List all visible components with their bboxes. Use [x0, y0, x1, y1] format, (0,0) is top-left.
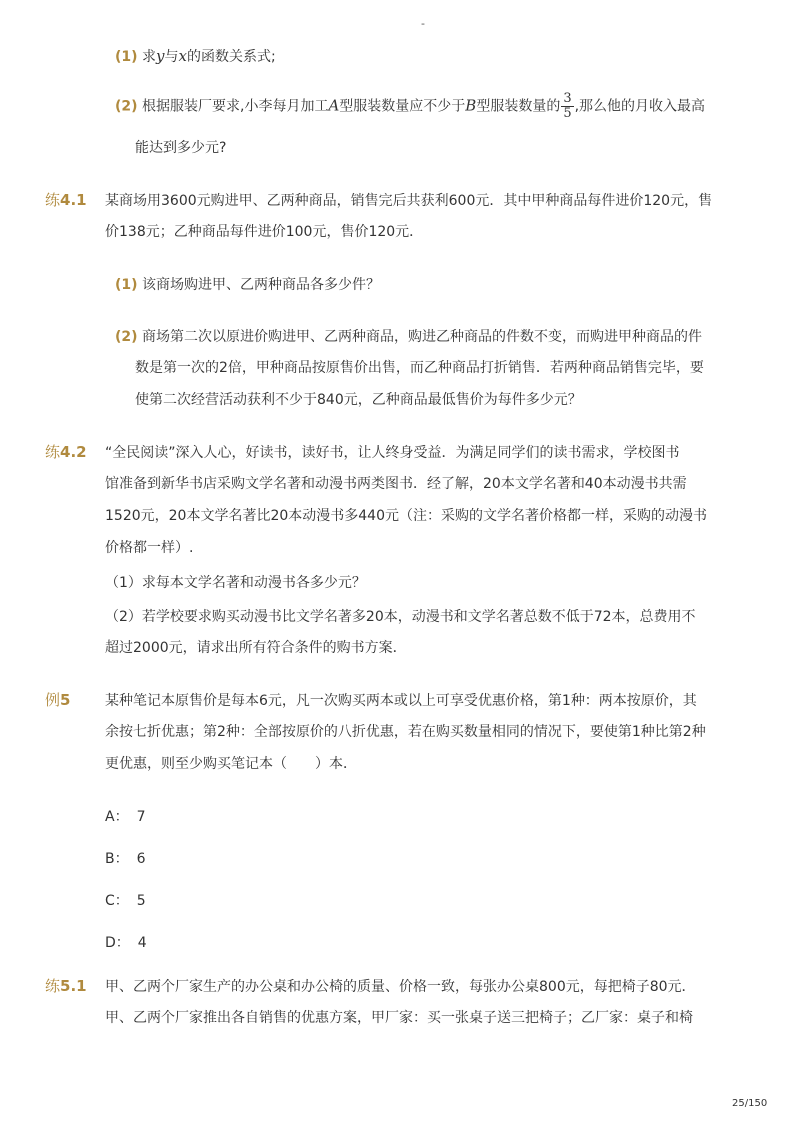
- exercise-line: 甲、乙两个厂家推出各自销售的优惠方案，甲厂家：买一张桌子送三把椅子；乙厂家：桌子和椅: [105, 1010, 693, 1026]
- choice-option-a[interactable]: [105, 806, 146, 826]
- exercise-line: 价格都一样）.: [105, 540, 194, 556]
- option-key: A：: [105, 809, 129, 825]
- exercise-label: [45, 189, 87, 210]
- exercise-line: 1520元，20本文学名著比20本动漫书多440元（注：采购的文学名著价格都一样，采购的动漫书: [105, 508, 707, 524]
- part-text: 根据服装厂要求,小李每月加工: [142, 98, 329, 115]
- label-number: 4.1: [60, 191, 87, 209]
- example-label: [45, 689, 70, 710]
- fraction: [561, 92, 573, 121]
- option-key: C：: [105, 893, 129, 909]
- part-text: 型服装数量应不少于: [339, 98, 466, 115]
- label-number: 5.1: [60, 977, 87, 995]
- option-value: 5: [136, 893, 146, 909]
- example-line: 余按七折优惠；第2种：全部按原价的八折优惠，若在购买数量相同的情况下，要使第1种比第2种: [105, 724, 706, 740]
- exercise-line: （2）若学校要求购买动漫书比文学名著多20本，动漫书和文学名著总数不低于72本，总费用不: [105, 609, 696, 625]
- part-text-line2: 能达到多少元?: [135, 140, 227, 156]
- exercise-line: 超过2000元，请求出所有符合条件的购书方案．: [105, 640, 407, 656]
- part-text-line: 使第二次经营活动获利不少于840元，乙种商品最低售价为每件多少元？: [135, 392, 582, 408]
- fraction-denominator: 5: [563, 106, 572, 121]
- option-value: 7: [136, 809, 146, 825]
- exercise-line: 价138元；乙种商品每件进价100元，售价120元．: [105, 224, 424, 240]
- example-line: 更优惠，则至少购买笔记本（ ）本．: [105, 756, 357, 772]
- question-part-2: [115, 326, 702, 346]
- label-prefix: 练: [45, 977, 61, 995]
- label-prefix: 例: [45, 691, 61, 709]
- part-text: 的函数关系式;: [186, 49, 276, 65]
- part-text: 该商场购进甲、乙两种商品各多少件？: [142, 277, 380, 293]
- option-value: 6: [136, 851, 146, 867]
- choice-option-d[interactable]: [105, 932, 147, 952]
- label-number: 4.2: [60, 443, 87, 461]
- exercise-label: [45, 975, 87, 996]
- option-value: 4: [137, 935, 147, 951]
- example-line: 某种笔记本原售价是每本6元，凡一次购买两本或以上可享受优惠价格，第1种：两本按原价，其: [105, 693, 697, 709]
- math-var-x: x: [178, 47, 187, 65]
- math-var-y: y: [156, 47, 165, 65]
- option-key: B：: [105, 851, 129, 867]
- exercise-line: （1）求每本文学名著和动漫书各多少元？: [105, 575, 366, 591]
- label-prefix: 练: [45, 191, 61, 209]
- label-number: 5: [60, 691, 71, 709]
- exercise-line: 馆准备到新华书店采购文学名著和动漫书两类图书．经了解，20本文学名著和40本动漫书共需: [105, 476, 687, 492]
- part-text: ,那么他的月收入最高: [574, 98, 706, 115]
- option-key: D：: [105, 935, 130, 951]
- choice-option-c[interactable]: [105, 890, 146, 910]
- part-text: 与: [164, 49, 179, 65]
- part-text: 商场第二次以原进价购进甲、乙两种商品，购进乙种商品的件数不变，而购进甲种商品的件: [142, 329, 702, 345]
- exercise-line: 甲、乙两个厂家生产的办公桌和办公椅的质量、价格一致，每张办公桌800元，每把椅子80元．: [105, 979, 696, 995]
- exercise-label: [45, 441, 87, 462]
- exercise-line: “全民阅读”深入人心，好读书，读好书，让人终身受益．为满足同学们的读书需求，学校图书: [105, 445, 680, 461]
- question-part-2: [115, 92, 705, 121]
- question-part-1: [115, 274, 380, 294]
- choice-option-b[interactable]: [105, 848, 146, 868]
- part-number: (2): [115, 329, 138, 345]
- part-number: (2): [115, 98, 138, 115]
- part-text: 求: [142, 49, 156, 65]
- part-number: (1): [115, 277, 138, 293]
- header-mark: -: [421, 17, 425, 30]
- part-text: 型服装数量的: [476, 98, 561, 115]
- fraction-numerator: 3: [563, 91, 572, 106]
- math-var-b: B: [465, 96, 477, 115]
- math-var-a: A: [328, 96, 340, 115]
- exercise-line: 某商场用3600元购进甲、乙两种商品，销售完后共获利600元．其中甲种商品每件进价120元，售: [105, 193, 713, 209]
- label-prefix: 练: [45, 443, 61, 461]
- part-number: (1): [115, 49, 138, 65]
- page-number: 25/150: [732, 1098, 768, 1109]
- part-text-line: 数是第一次的2倍，甲种商品按原售价出售，而乙种商品打折销售．若两种商品销售完毕，要: [135, 360, 704, 376]
- question-part-1: [115, 46, 276, 66]
